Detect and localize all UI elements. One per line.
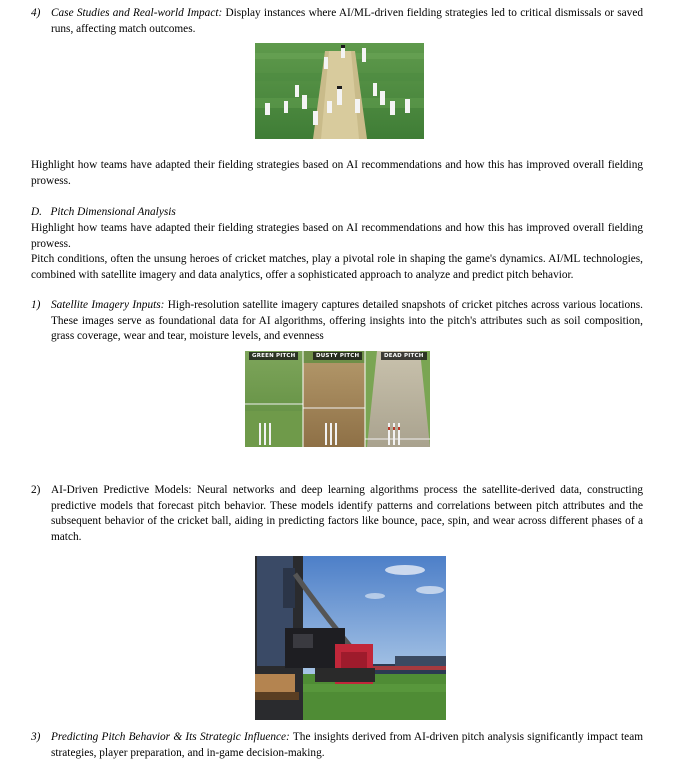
fielding-photo [255, 43, 424, 139]
section-d-title: Pitch Dimensional Analysis [50, 206, 176, 218]
dead-pitch-label: DEAD PITCH [381, 352, 427, 360]
list-number-4: 4) [31, 7, 41, 19]
case-studies-paragraph [51, 6, 643, 37]
satellite-imagery-paragraph [51, 298, 643, 345]
list-number-2: 2) [31, 484, 41, 496]
case-studies-body: Display instances where AI/ML-driven fielding strategies led to critical dismissals or saved runs, affecting match outcomes. [51, 7, 643, 35]
pitch-intro-paragraph: Pitch conditions, often the unsung heroes of cricket matches, play a pivotal role in shaping the game's dynamics. AI/ML technologies, combined with satellite imagery and data analytics, offer a sophisticated approach to analyze and predict pitch behavior. [31, 253, 643, 281]
case-studies-title: Case Studies and Real-world Impact: [51, 7, 223, 19]
pitch-mower-photo [255, 556, 446, 720]
green-pitch-label: GREEN PITCH [249, 352, 298, 360]
pitch-comparison-photo [245, 351, 430, 447]
highlight-paragraph-1: Highlight how teams have adapted their fielding strategies based on AI recommendations and how this has improved overall fielding prowess. [31, 159, 643, 187]
predictive-models-paragraph: AI-Driven Predictive Models: Neural networks and deep learning algorithms process the satellite-derived data, constructing predictive models that forecast pitch behavior. These models identify patterns and correlations between pitch attributes and the subsequent behavior of the cricket ball, aiding in predicting factors like bounce, pace, spin, and wear across different phases of a match. [51, 484, 643, 543]
satellite-imagery-title: Satellite Imagery Inputs: [51, 299, 165, 311]
list-number-1: 1) [31, 299, 41, 311]
list-number-3: 3) [31, 731, 41, 743]
satellite-imagery-body: High-resolution satellite imagery captures detailed snapshots of cricket pitches across various locations. These images serve as foundational data for AI algorithms, offering insights into the pitch's attributes such as soil composition, grass coverage, wear and tear, moisture levels, and evenness [51, 299, 643, 343]
pitch-behavior-body: The insights derived from AI-driven pitch analysis significantly impact team strategies, player preparation, and in-game decision-making. [51, 731, 643, 759]
pitch-behavior-title: Predicting Pitch Behavior & Its Strategic Influence: [51, 731, 290, 743]
section-d-heading [31, 205, 643, 221]
dusty-pitch-label: DUSTY PITCH [313, 352, 362, 360]
highlight-paragraph-2: Highlight how teams have adapted their fielding strategies based on AI recommendations and how this has improved overall fielding prowess. [31, 222, 643, 250]
pitch-behavior-paragraph [51, 730, 643, 761]
section-d-label: D. [31, 206, 42, 218]
